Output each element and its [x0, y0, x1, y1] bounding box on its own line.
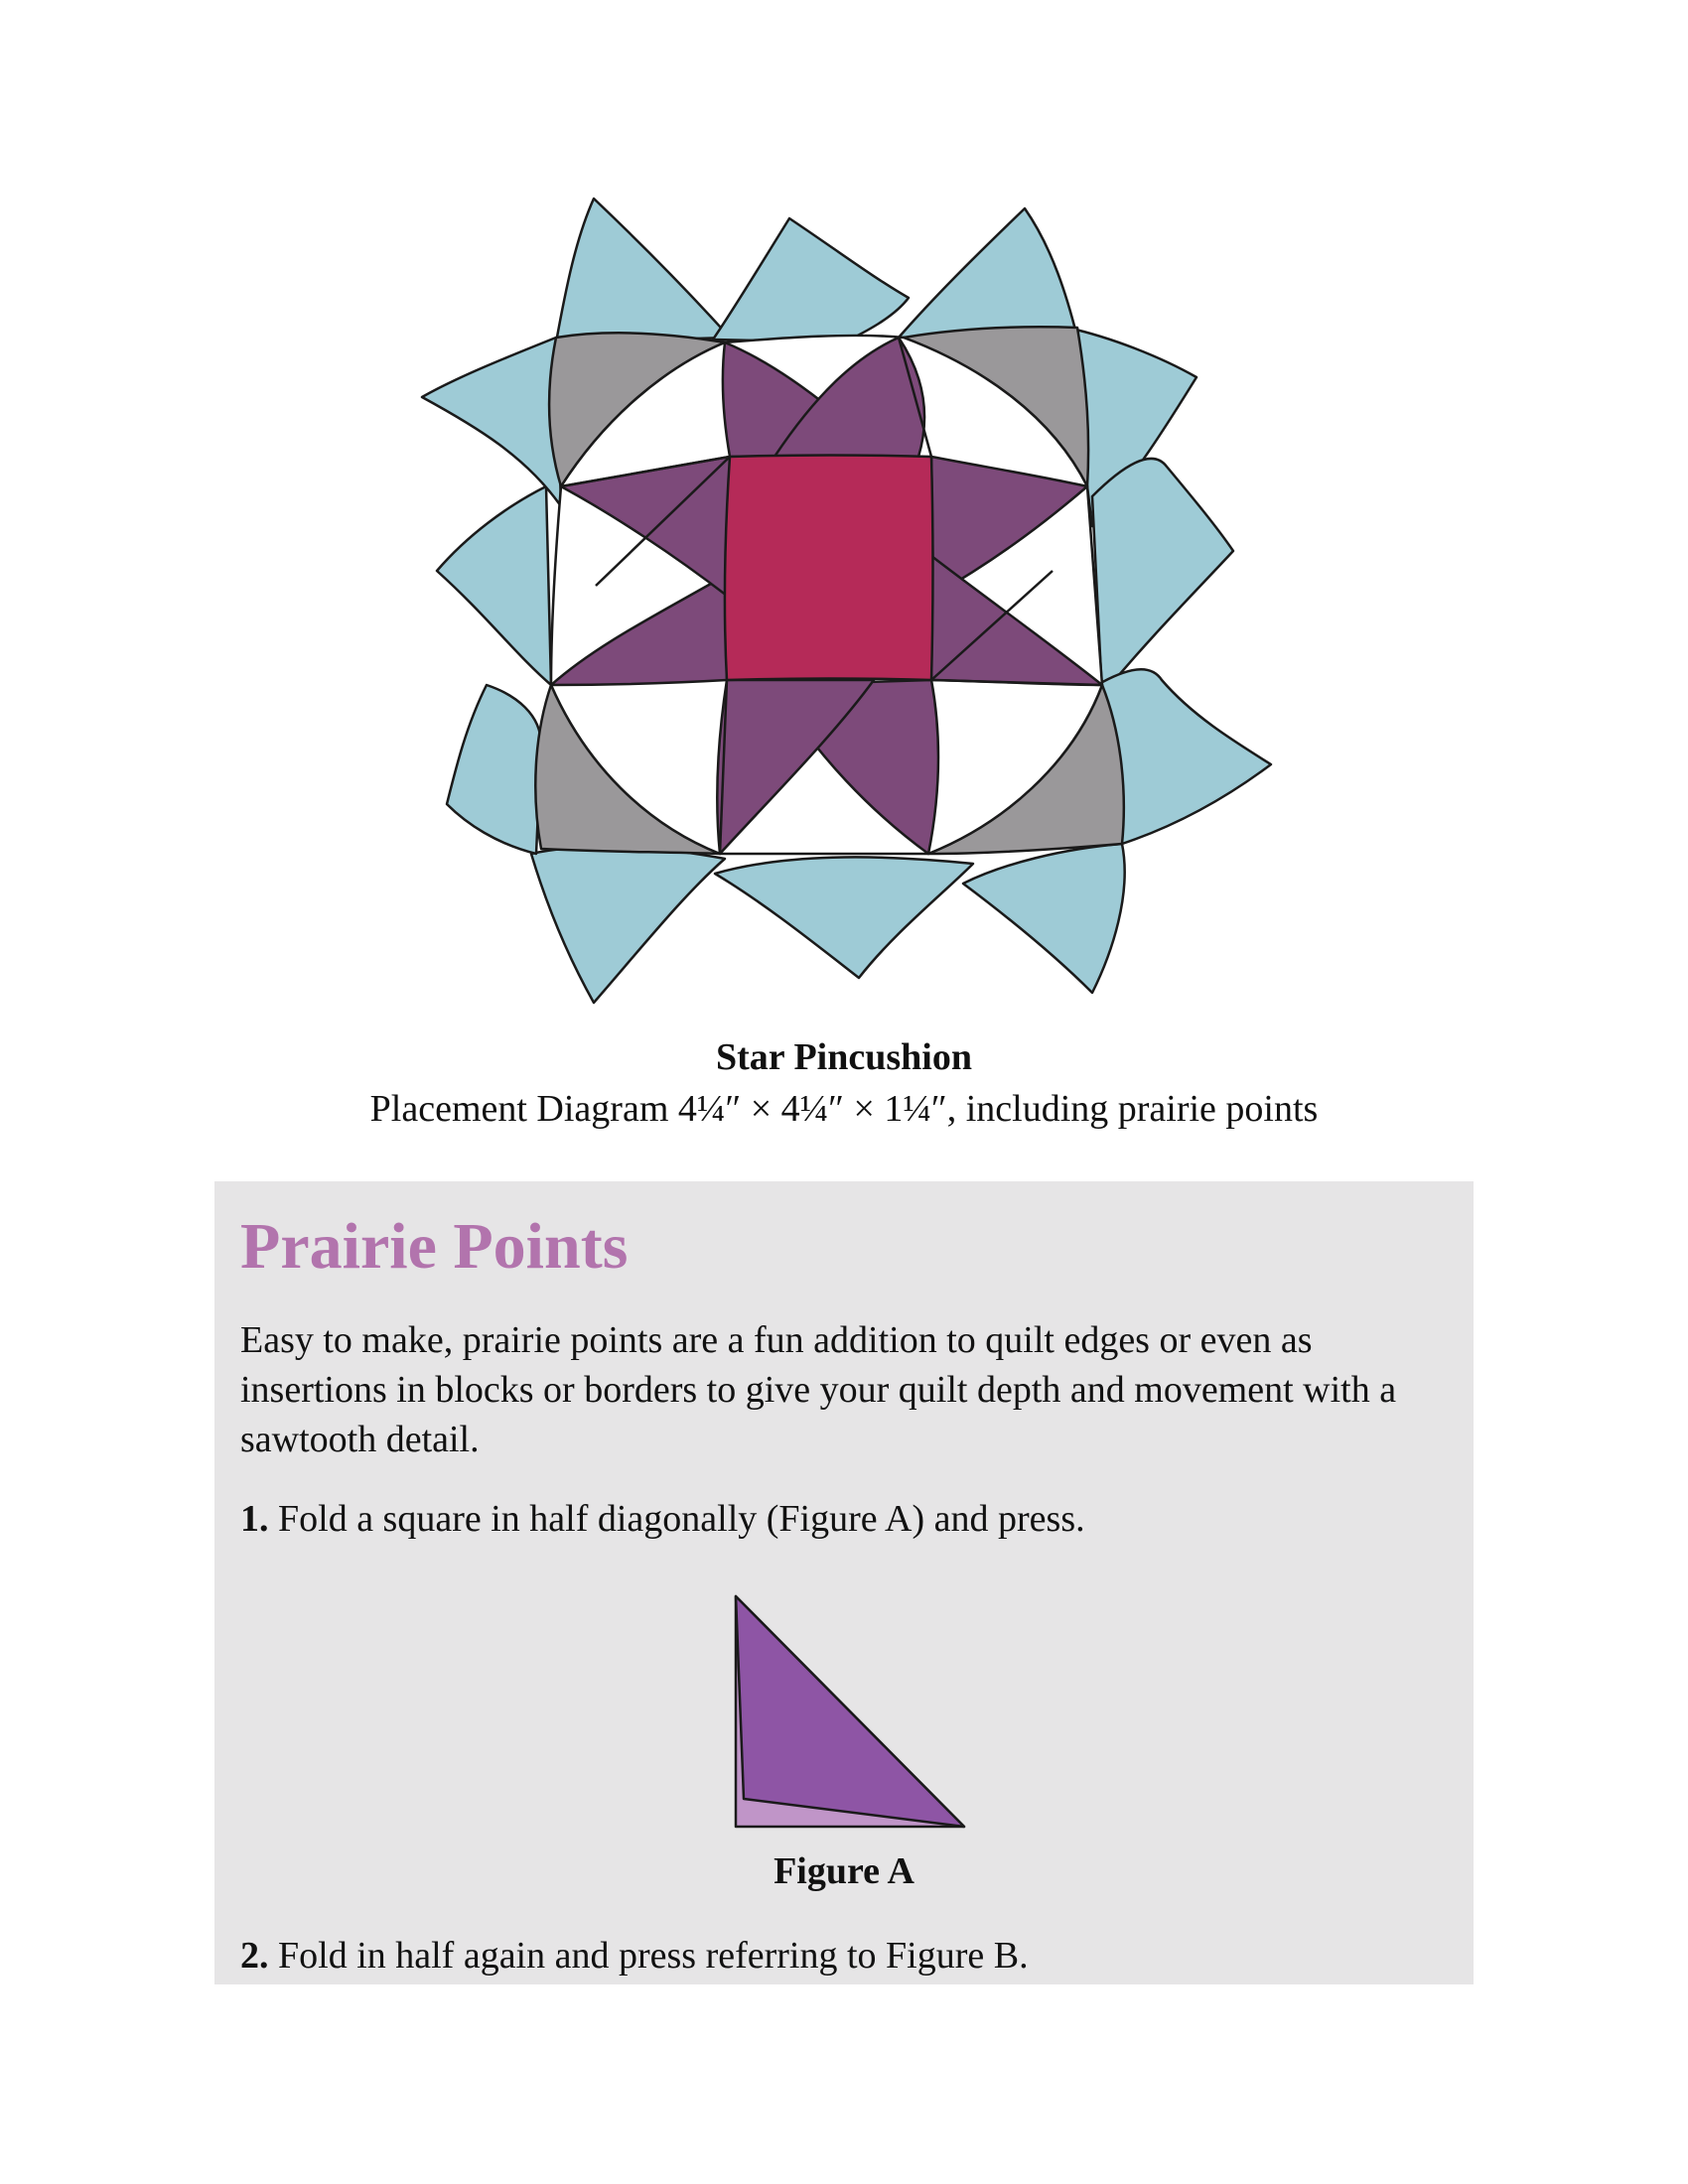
prairie-point-bottom-3 — [531, 847, 725, 1003]
prairie-point-bottom-2 — [715, 857, 973, 978]
figure-a-diagram — [726, 1588, 984, 1837]
step-2-text: Fold in half again and press referring to Figure B. — [268, 1935, 1029, 1977]
center-square — [725, 456, 933, 681]
step-1 — [240, 1494, 1452, 1544]
prairie-point-left-2 — [437, 486, 551, 685]
sidebar-intro: Easy to make, prairie points are a fun addition to quilt edges or even as insertions in blocks or borders to give your quilt depth and movement with a sawtooth detail. — [240, 1319, 1397, 1460]
prairie-points-sidebar — [214, 1181, 1474, 1984]
prairie-point-left-3 — [422, 338, 561, 506]
prairie-point-top-3 — [899, 208, 1077, 338]
prairie-point-top-1 — [556, 199, 730, 342]
step-2 — [240, 1931, 1452, 1980]
prairie-point-top-2 — [713, 218, 909, 342]
diagram-subtitle: Placement Diagram 4¼″ × 4¼″ × 1¼″, including prairie points — [369, 1088, 1319, 1130]
step-2-number: 2. — [240, 1935, 269, 1977]
figure-a-front-layer — [736, 1596, 964, 1827]
step-1-text: Fold a square in half diagonally (Figure A) and press. — [268, 1498, 1085, 1540]
star-pincushion-diagram — [397, 189, 1291, 1013]
prairie-point-right-2 — [1092, 459, 1233, 695]
diagram-title: Star Pincushion — [716, 1036, 972, 1078]
prairie-point-left-1 — [447, 685, 541, 854]
figure-a-caption: Figure A — [774, 1850, 914, 1892]
sidebar-heading: Prairie Points — [240, 1210, 629, 1283]
step-1-number: 1. — [240, 1498, 269, 1540]
prairie-point-bottom-1 — [963, 844, 1125, 993]
